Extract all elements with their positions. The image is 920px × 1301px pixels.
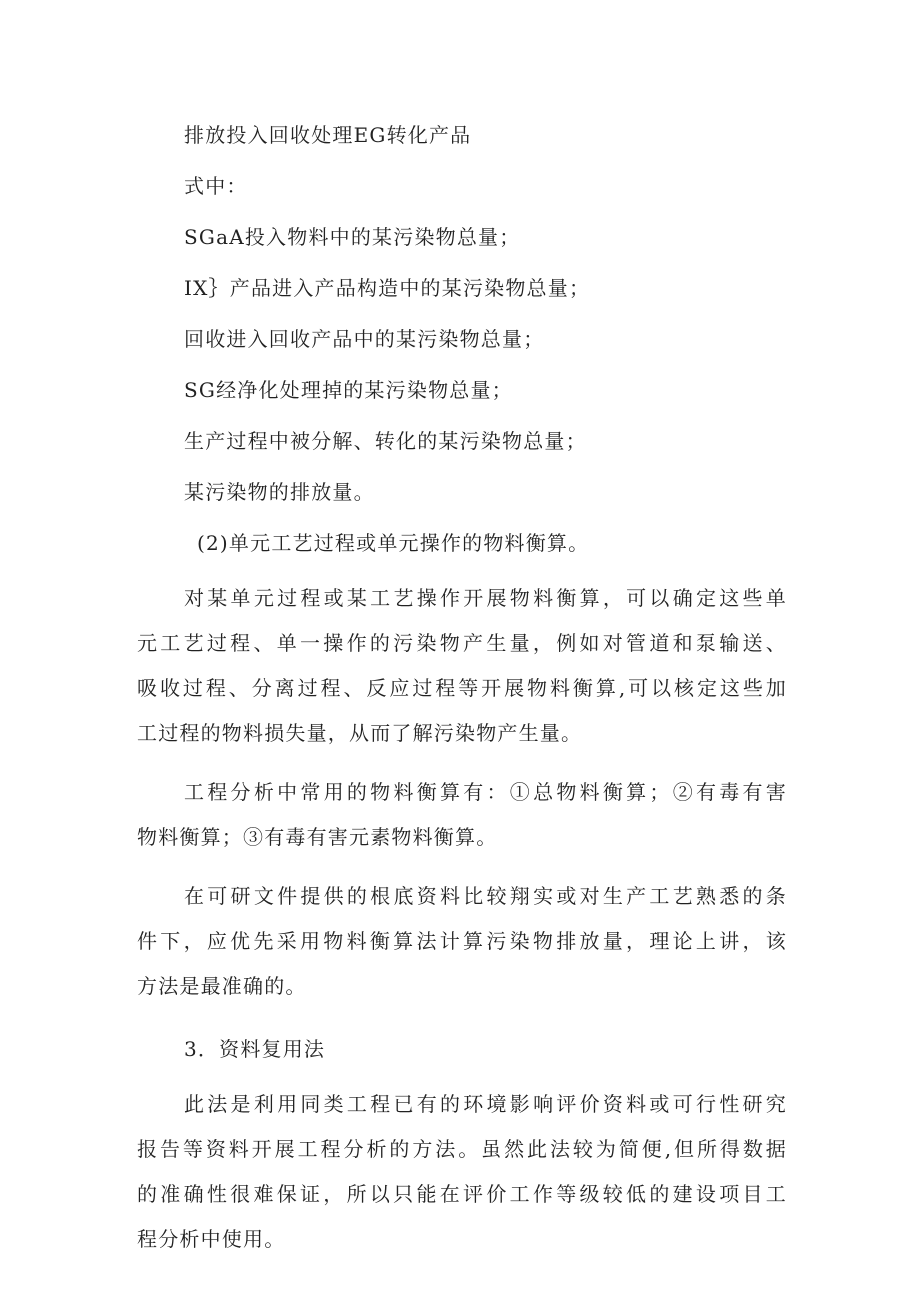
paragraph-line: 此法是利用同类工程已有的环境影响评价资料或可行性研究 xyxy=(184,1092,787,1116)
paragraph-line: 的准确性很难保证，所以只能在评价工作等级较低的建设项目工 xyxy=(137,1182,787,1206)
formula-line: 式中： xyxy=(184,174,248,198)
formula-line: 回收进入回收产品中的某污染物总量； xyxy=(184,327,545,351)
paragraph-common-balances xyxy=(137,770,787,860)
paragraph-line: 吸收过程、分离过程、反应过程等开展物料衡算,可以核定这些加 xyxy=(137,676,787,700)
paragraph-line: 工过程的物料损失量，从而了解污染物产生量。 xyxy=(137,721,583,745)
paragraph-line: 工程分析中常用的物料衡算有：①总物料衡算；②有毒有害 xyxy=(184,780,787,804)
formula-line: 排放投入回收处理EG转化产品 xyxy=(184,123,472,147)
paragraph-line: 在可研文件提供的根底资料比较翔实或对生产工艺熟悉的条 xyxy=(184,884,787,908)
section-heading-2: (2)单元工艺过程或单元操作的物料衡算。 xyxy=(197,531,590,555)
paragraph-unit-balance xyxy=(137,576,787,756)
section-heading-3: 3．资料复用法 xyxy=(184,1037,326,1061)
paragraph-line: 物料衡算；③有毒有害元素物料衡算。 xyxy=(137,825,498,849)
formula-block xyxy=(137,117,787,511)
document-body xyxy=(137,117,787,1262)
paragraph-line: 程分析中使用。 xyxy=(137,1227,286,1251)
paragraph-line: 件下，应优先采用物料衡算法计算污染物排放量，理论上讲，该 xyxy=(137,929,787,953)
formula-line: 某污染物的排放量。 xyxy=(184,480,375,504)
paragraph-line: 元工艺过程、单一操作的污染物产生量，例如对管道和泵输送、 xyxy=(137,631,787,655)
formula-line: SGaA投入物料中的某污染物总量； xyxy=(184,225,521,249)
paragraph-line: 方法是最准确的。 xyxy=(137,974,307,998)
formula-line: IX｝产品进入产品构造中的某污染物总量； xyxy=(184,276,591,300)
paragraph-line: 报告等资料开展工程分析的方法。虽然此法较为简便,但所得数据 xyxy=(137,1137,787,1161)
formula-line: SG经净化处理掉的某污染物总量； xyxy=(184,378,513,402)
paragraph-line: 对某单元过程或某工艺操作开展物料衡算，可以确定这些单 xyxy=(184,586,787,610)
formula-line: 生产过程中被分解、转化的某污染物总量； xyxy=(184,429,587,453)
paragraph-preferred-method xyxy=(137,874,787,1009)
paragraph-data-reuse xyxy=(137,1082,787,1262)
